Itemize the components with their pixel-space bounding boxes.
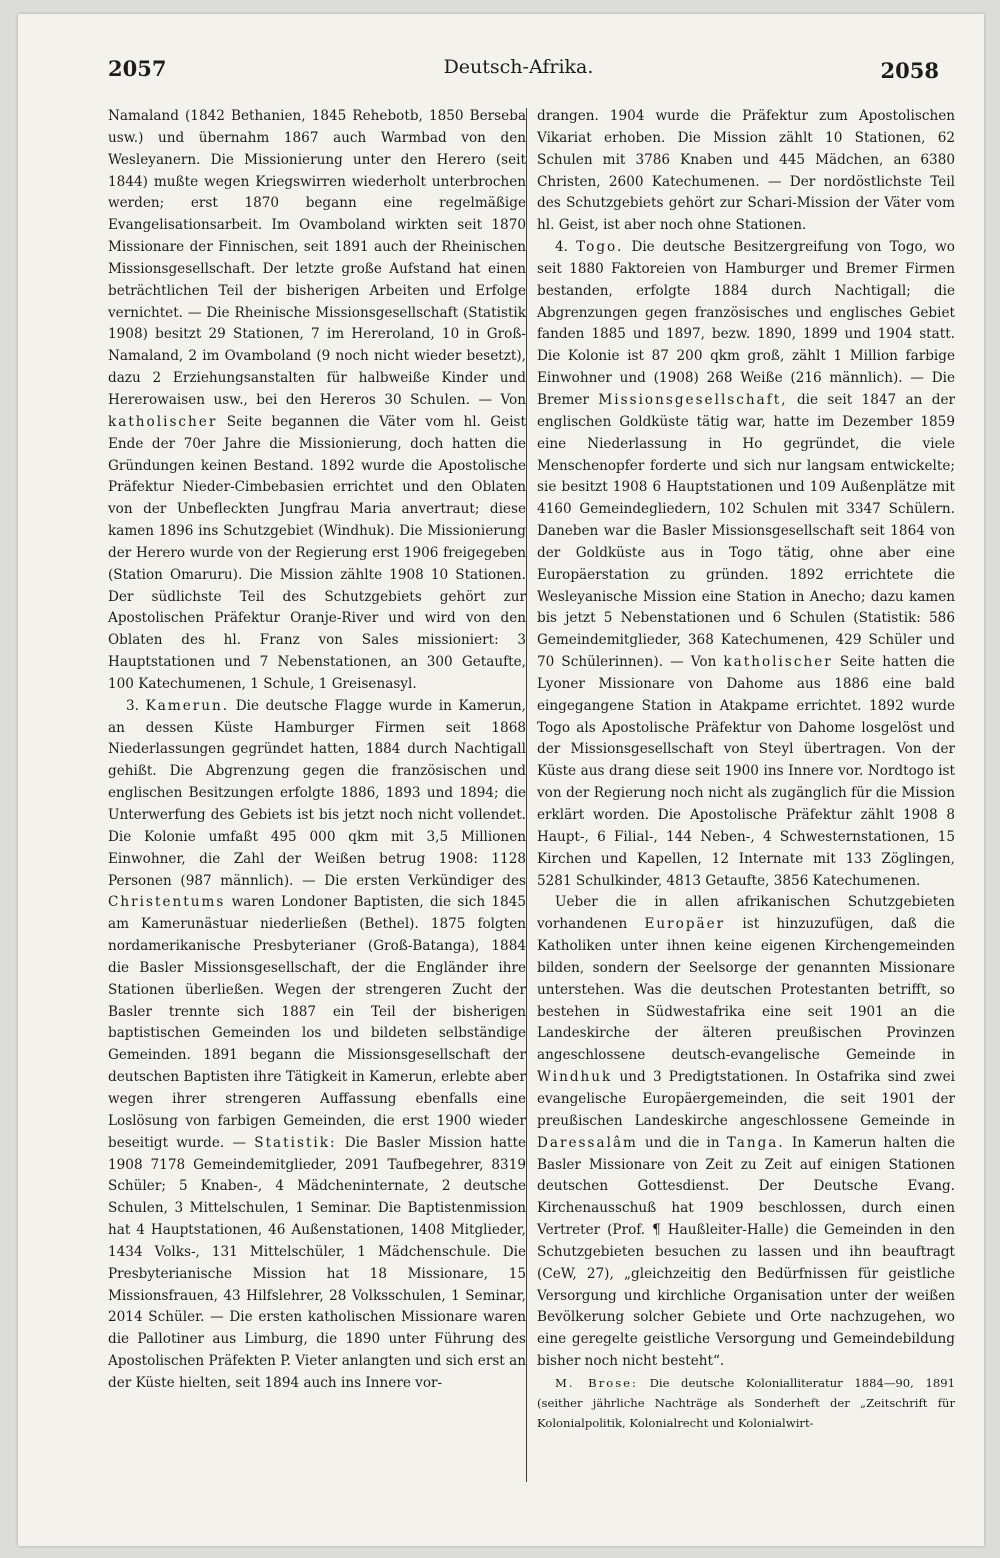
- scanned-page: [18, 14, 984, 1546]
- paragraph-europaeer: Ueber die in allen afrikanischen Schutzgebieten vorhandenen Europäer ist hinzuzufügen, daß die Katholiken unter ihnen keine eigenen Kirchengemeinden bilden, sondern der Seelsorge der genannten Missionare unterstehen. Was die deutschen Protestanten betrifft, so bestehen in Südwestafrika eine seit 1901 an die Landeskirche der älteren preußischen Provinzen angeschlossene deutsch-evangelische Gemeinde in Windhuk und 3 Predigtstationen. In Ostafrika sind zwei evangelische Europäergemeinden, die seit 1901 der preußischen Landeskirche angeschlossene Gemeinde in Daressalâm und die in Tanga. In Kamerun halten die Basler Missionare von Zeit zu Zeit auf einigen Stationen deutschen Gottesdienst. Der Deutsche Evang. Kirchenausschuß hat 1909 beschlossen, durch einen Vertreter (Prof. ¶ Haußleiter-Halle) die Gemeinden in den Schutzgebieten besuchen zu lassen und ihn beauftragt (CeW, 27), „gleichzeitig den Bedürfnissen für geistliche Versorgung und kirchliche Organisation unter der weißen Bevölkerung solcher Gebiete und Orte nachzugehen, wo eine geregelte geistliche Versorgung und Gemeindebildung bisher noch nicht besteht“.: [537, 894, 955, 1370]
- running-head: Deutsch-Afrika.: [443, 56, 594, 78]
- emphasis-katholischer: katholischer: [108, 413, 218, 430]
- section-title-togo: Togo.: [576, 239, 624, 256]
- section-number: 4.: [555, 239, 568, 256]
- emphasis-missionsgesellschaft: Missionsgesellschaft,: [598, 391, 788, 408]
- section-title-kamerun: Kamerun.: [145, 697, 230, 714]
- emphasis-christentums: Christentums: [108, 894, 226, 911]
- page-number-left: 2057: [108, 56, 167, 81]
- paragraph-kamerun: 3. Kamerun. Die deutsche Flagge wurde in Kamerun, an dessen Küste Hamburger Firmen seit 1868 Niederlassungen gegründet hatten, 1884 durch Nachtigall gehißt. Die Abgrenzung gegen die französischen und englischen Besitzungen erfolgte 1886, 1893 und 1894; die Unterwerfung des Gebiets ist bis jetzt noch nicht vollendet. Die Kolonie umfaßt 495 000 qkm mit 3,5 Millionen Einwohner, die Zahl der Weißen betrug 1908: 1128 Personen (987 männlich). — Die ersten Verkündiger des Christentums waren Londoner Baptisten, die sich 1845 am Kamerunästuar niederließen (Bethel). 1875 folgten nordamerikanische Presbyterianer (Groß-Batanga), 1884 die Basler Missionsgesellschaft, der die Engländer ihre Stationen überließen. Wegen der strengeren Zucht der Basler trennte sich 1887 ein Teil der bisherigen baptistischen Gemeinden los und bildeten selbständige Gemeinden. 1891 begann die Missionsgesellschaft der deutschen Baptisten ihre Tätigkeit in Kamerun, erlebte aber wegen ihrer strengeren Auffassung ebenfalls eine Loslösung von farbigen Gemeinden, die erst 1900 wieder beseitigt wurde. — Statistik: Die Basler Mission hatte 1908 7178 Gemeindemitglieder, 2091 Taufbegehrer, 8319 Schüler; 5 Knaben-, 4 Mädcheninternate, 2 deutsche Schulen, 3 Mittelschulen, 1 Seminar. Die Baptistenmission hat 4 Hauptstationen, 46 Außenstationen, 1408 Mitglieder, 1434 Volks-, 131 Mittelschüler, 1 Mädchenschule. Die Presbyterianische Mission hat 18 Missionare, 15 Missionsfrauen, 43 Hilfslehrer, 28 Volksschulen, 1 Seminar, 2014 Schüler. — Die ersten katholischen Missionare waren die Pallotiner aus Limburg, die 1890 unter Führung des Apostolischen Präfekten P. Vieter anlangten und sich erst an der Küste hielten, seit 1894 auch ins Innere vor-: [108, 697, 526, 1391]
- right-column: [537, 106, 955, 1433]
- emphasis-statistik: Statistik:: [254, 1134, 337, 1151]
- paragraph-togo: 4. Togo. Die deutsche Besitzergreifung von Togo, wo seit 1880 Faktoreien von Hamburger und Bremer Firmen bestanden, erfolgte 1884 durch Nachtigall; die Abgrenzungen gegen französisches und englisches Gebiet fanden 1885 und 1897, bezw. 1890, 1899 und 1904 statt. Die Kolonie ist 87 200 qkm groß, zählt 1 Million farbige Einwohner und (1908) 268 Weiße (216 männlich). — Die Bremer Missionsgesellschaft, die seit 1847 an der englischen Goldküste tätig war, hatte im Dezember 1859 eine Niederlassung in Ho gegründet, die viele Menschenopfer forderte und sich nur langsam entwickelte; sie besitzt 1908 6 Hauptstationen und 109 Außenplätze mit 4160 Gemeindegliedern, 102 Schulen mit 3347 Schülern. Daneben war die Basler Missionsgesellschaft seit 1864 von der Goldküste aus in Togo tätig, ohne aber eine Europäerstation zu gründen. 1892 errichtete die Wesleyanische Mission eine Station in Anecho; dazu kamen bis jetzt 5 Nebenstationen und 6 Schulen (Statistik: 586 Gemeindemitglieder, 368 Katechumenen, 429 Schüler und 70 Schülerinnen). — Von katholischer Seite hatten die Lyoner Missionare von Dahome aus 1886 eine bald eingegangene Station in Atakpame errichtet. 1892 wurde Togo als Apostolische Präfektur von Dahome losgelöst und der Missionsgesellschaft von Steyl übertragen. Von der Küste aus drang diese seit 1900 ins Innere vor. Nordtogo ist von der Regierung noch nicht als zugänglich für die Mission erklärt worden. Die Apostolische Präfektur zählt 1908 8 Haupt-, 6 Filial-, 144 Neben-, 4 Schwesternstationen, 15 Kirchen und Kapellen, 12 Internate mit 133 Zöglingen, 5281 Schulkinder, 4813 Getaufte, 3856 Katechumenen.: [537, 239, 956, 889]
- column-divider: [526, 108, 527, 1482]
- emphasis-daressalam: Daressalâm: [537, 1134, 638, 1151]
- paragraph-kamerun-continued: drangen. 1904 wurde die Präfektur zum Apostolischen Vikariat erhoben. Die Mission zählt 10 Stationen, 62 Schulen mit 3786 Knaben und 445 Mädchen, an 6380 Christen, 2600 Katechumenen. — Der nordöstlichste Teil des Schutzgebiets gehört zur Schari-Mission der Väter vom hl. Geist, ist aber noch ohne Stationen.: [537, 108, 955, 234]
- paragraph-suedwestafrika-mission: Namaland (1842 Bethanien, 1845 Rehebotb, 1850 Berseba usw.) und übernahm 1867 auch Warmbad von den Wesleyanern. Die Missionierung unter den Herero (seit 1844) mußte wegen Kriegswirren wiederholt unterbrochen werden; erst 1870 begann eine regelmäßige Evangelisationsarbeit. Im Ovamboland wirkten seit 1870 Missionare der Finnischen, seit 1891 auch der Rheinischen Missionsgesellschaft. Der letzte große Aufstand hat einen beträchtlichen Teil der bisherigen Arbeiten und Erfolge vernichtet. — Die Rheinische Missionsgesellschaft (Statistik 1908) besitzt 29 Stationen, 7 im Hereroland, 10 in Groß-Namaland, 2 im Ovamboland (9 noch nicht wieder besetzt), dazu 2 Erziehungsanstalten für halbweiße Kinder und Hererowaisen usw., bei den Hereros 30 Schulen. — Von katholischer Seite begannen die Väter vom hl. Geist Ende der 70er Jahre die Missionierung, doch hatten die Gründungen keinen Bestand. 1892 wurde die Apostolische Präfektur Nieder-Cimbebasien errichtet und den Oblaten von der Unbefleckten Jungfrau Maria anvertraut; diese kamen 1896 ins Schutzgebiet (Windhuk). Die Missionierung der Herero wurde von der Regierung erst 1906 freigegeben (Station Omaruru). Die Mission zählte 1908 10 Stationen. Der südlichste Teil des Schutzgebiets gehört zur Apostolischen Präfektur Oranje-River und wird von den Oblaten des hl. Franz von Sales missioniert: 3 Hauptstationen und 7 Nebenstationen, an 300 Getaufte, 100 Katechumenen, 1 Schule, 1 Greisenasyl.: [108, 108, 526, 692]
- page-header: [98, 44, 939, 84]
- emphasis-tanga: Tanga.: [726, 1134, 785, 1151]
- emphasis-europaeer: Europäer: [644, 916, 726, 933]
- left-column: [108, 106, 526, 1395]
- section-number: 3.: [126, 697, 139, 714]
- emphasis-katholischer: katholischer: [723, 654, 833, 671]
- page-number-right: 2058: [880, 58, 939, 83]
- bibliography-entry: M. Brose: Die deutsche Kolonialliteratur 1884—90, 1891 (seither jährliche Nachträge als Sonderheft der „Zeitschrift für Kolonialpolitik, Kolonialrecht und Kolonialwirt-: [537, 1375, 955, 1430]
- emphasis-windhuk: Windhuk: [537, 1069, 613, 1086]
- bibliography-author: M. Brose:: [555, 1375, 638, 1390]
